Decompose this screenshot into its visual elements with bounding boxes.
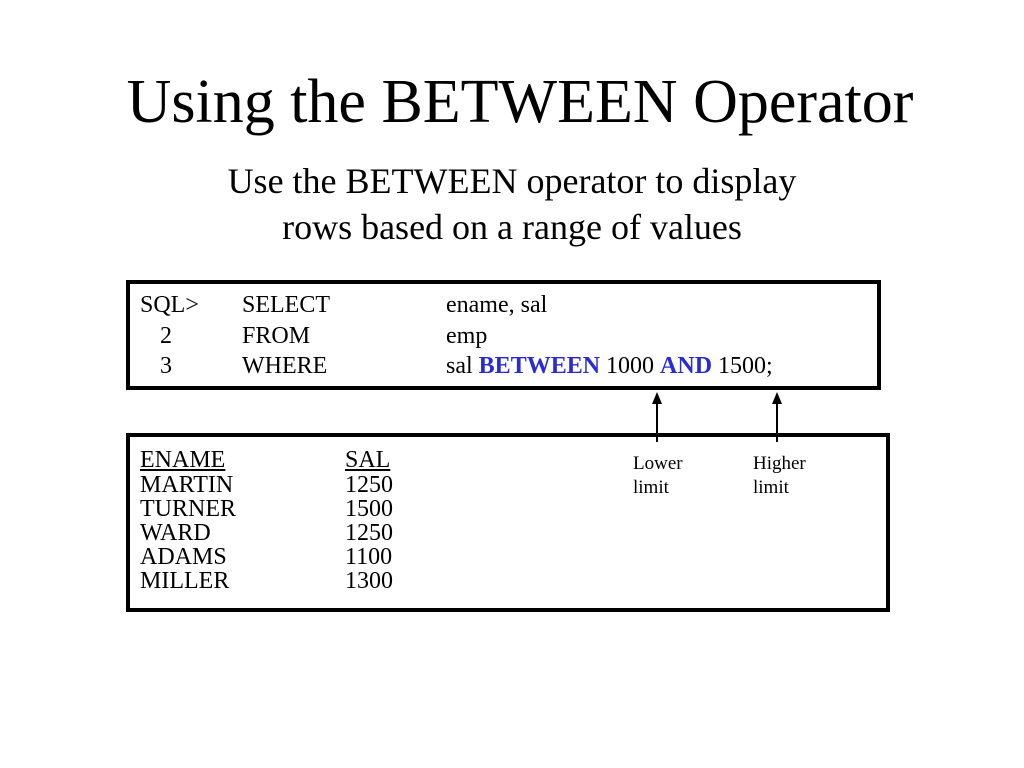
sql-lower-value: 1000 [600,353,661,379]
subtitle-line-2: rows based on a range of values [282,207,742,247]
sal-cell: 1500 [345,496,393,522]
higher-limit-label-line-2: limit [753,477,789,498]
lower-limit-label [633,452,683,500]
sal-cell: 1250 [345,520,393,546]
sql-prompt: SQL> [140,292,199,318]
sal-cell: 1300 [345,568,393,594]
ename-column [140,447,330,593]
sal-cell: 1250 [345,472,393,498]
ename-cell: ADAMS [140,544,227,570]
ename-cell: MILLER [140,568,230,594]
sql-select-columns: ename, sal [446,292,548,318]
sql-from-table: emp [446,323,488,349]
sql-where-column: sal [446,353,479,379]
sql-keyword-select: SELECT [242,292,330,318]
ename-header: ENAME [140,447,226,473]
sql-keyword-from: FROM [242,323,311,349]
sql-keyword-where: WHERE [242,353,328,379]
lower-limit-label-line-1: Lower [633,453,683,474]
sql-between-keyword: BETWEEN [478,353,601,379]
ename-cell: TURNER [140,496,236,522]
sal-cell: 1100 [345,544,393,570]
sql-and-keyword: AND [660,353,713,379]
subtitle-line-1: Use the BETWEEN operator to display [227,161,797,201]
sal-column [345,447,465,593]
higher-limit-label [753,452,806,500]
sal-header: SAL [345,447,391,473]
ename-cell: WARD [140,520,211,546]
lower-limit-label-line-2: limit [633,477,669,498]
ename-cell: MARTIN [140,472,234,498]
sql-where-condition [446,351,773,381]
higher-limit-label-line-1: Higher [753,453,806,474]
sql-upper-value: 1500; [712,353,773,379]
sql-line-number: 3 [160,353,172,379]
slide-subtitle [0,158,1024,250]
sql-line-number: 2 [160,323,172,349]
sql-statement-box [126,280,881,390]
slide-title: Using the BETWEEN Operator [126,68,914,136]
